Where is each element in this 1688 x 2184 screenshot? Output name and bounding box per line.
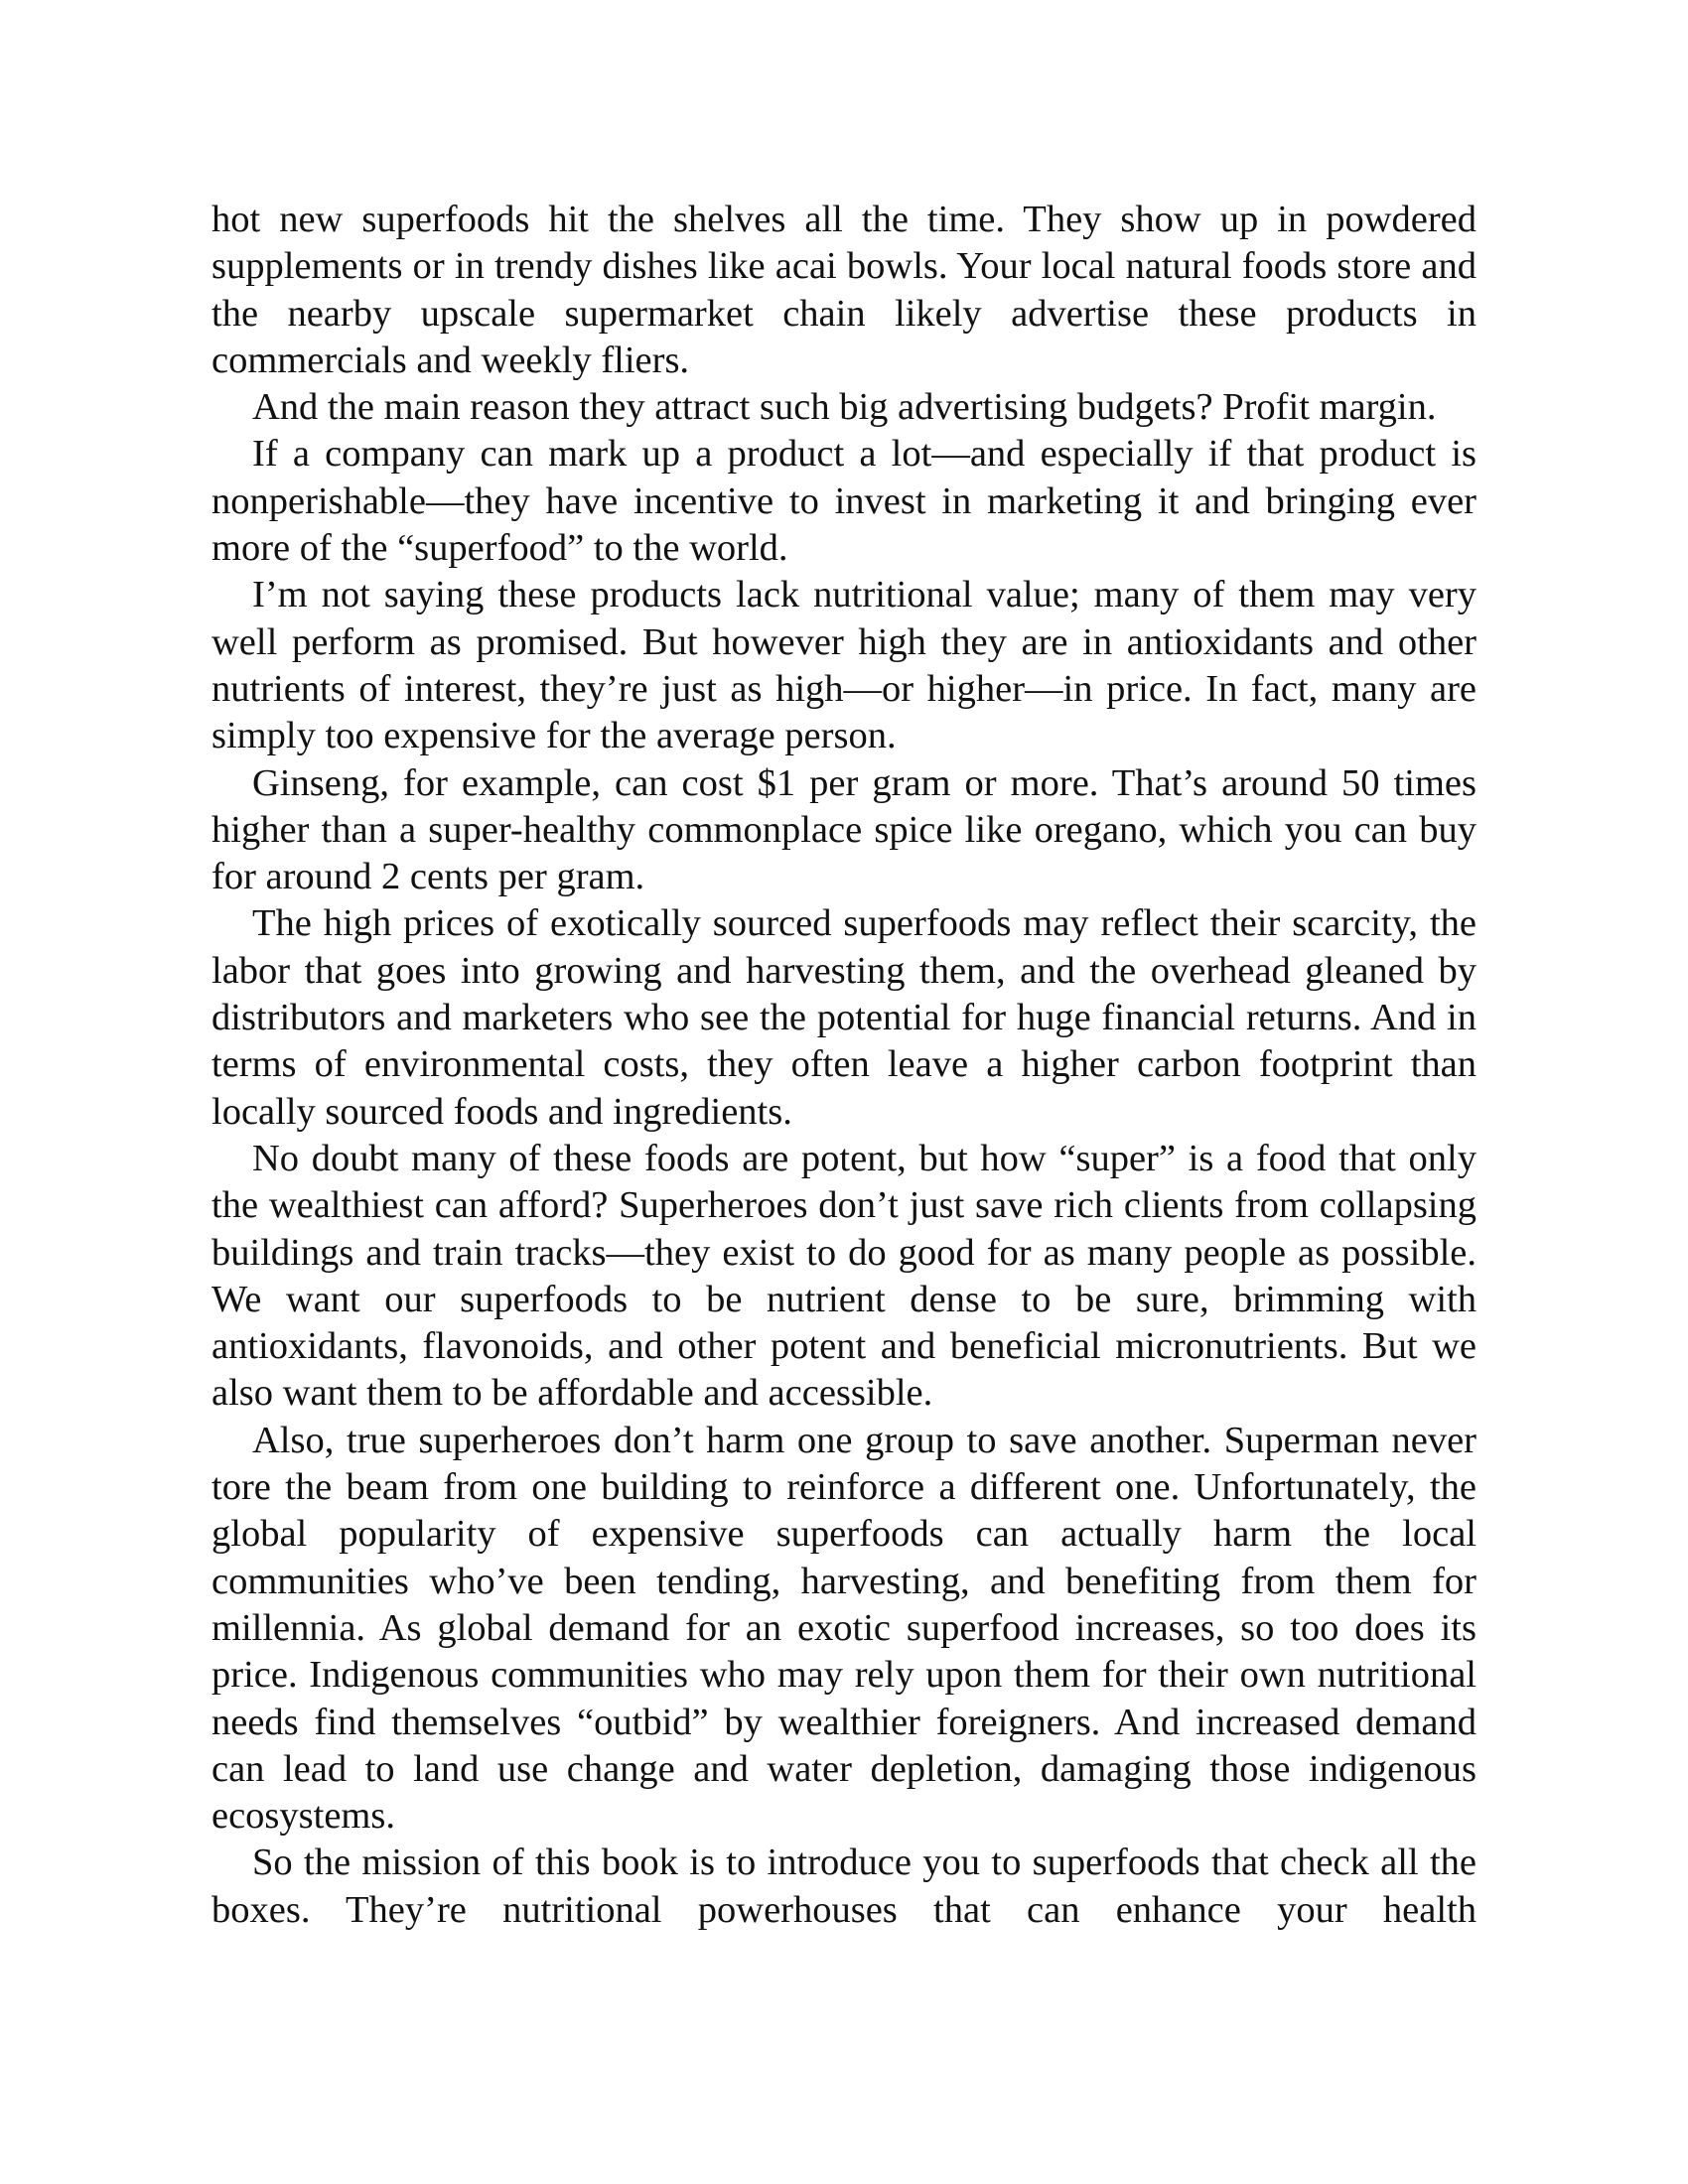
paragraph: Ginseng, for example, can cost $1 per gram or more. That’s around 50 times higher than a super-healthy commonplace spice like oregano, which you can buy for around 2 cents per gram. (211, 761, 1477, 898)
paragraph: I’m not saying these products lack nutritional value; many of them may very well perform as promised. But however high they are in antioxidants and other nutrients of interest, they’re just as high—or higher—in price. In fact, many are simply too expensive for the average person. (211, 574, 1477, 757)
paragraph-last: So the mission of this book is to introduce you to superfoods that check all the boxes. They’re nutritional powerhouses that can enhance your health (211, 1842, 1477, 1931)
paragraph: Also, true superheroes don’t harm one group to save another. Superman never tore the beam from one building to reinforce a different one. Unfortunately, the global popularity of expensive superfoods can actually harm the local communities who’ve been tending, harvesting, and benefiting from them for millennia. As global demand for an exotic superfood increases, so too does its price. Indigenous communities who may rely upon them for their own nutritional needs find themselves “outbid” by wealthier foreigners. And increased demand can lead to land use change and water depletion, damaging those indigenous ecosystems. (211, 1419, 1477, 1838)
paragraph: And the main reason they attract such big advertising budgets? Profit margin. (252, 386, 1437, 429)
paragraph: No doubt many of these foods are potent, but how “super” is a food that only the wealthiest can afford? Superheroes don’t just save rich clients from collapsing buildings and train tracks—they exist to do good for as many people as possible. We want our superfoods to be nutrient dense to be sure, brimming with antioxidants, flavonoids, and other potent and beneficial micronutrients. But we also want them to be affordable and accessible. (211, 1137, 1477, 1415)
paragraph-continued: hot new superfoods hit the shelves all the time. They show up in powdered supplements or in trendy dishes like acai bowls. Your local natural foods store and the nearby upscale supermarket chain likely advertise these products in commercials and weekly fliers. (211, 199, 1477, 381)
paragraph: The high prices of exotically sourced superfoods may reflect their scarcity, the labor that goes into growing and harvesting them, and the overhead gleaned by distributors and marketers who see the potential for huge financial returns. And in terms of environmental costs, they often leave a higher carbon footprint than locally sourced foods and ingredients. (211, 902, 1477, 1133)
page-body-text (211, 197, 1477, 1934)
paragraph: If a company can mark up a product a lot—and especially if that product is nonperishable—they have incentive to invest in marketing it and bringing ever more of the “superfood” to the world. (211, 433, 1477, 570)
